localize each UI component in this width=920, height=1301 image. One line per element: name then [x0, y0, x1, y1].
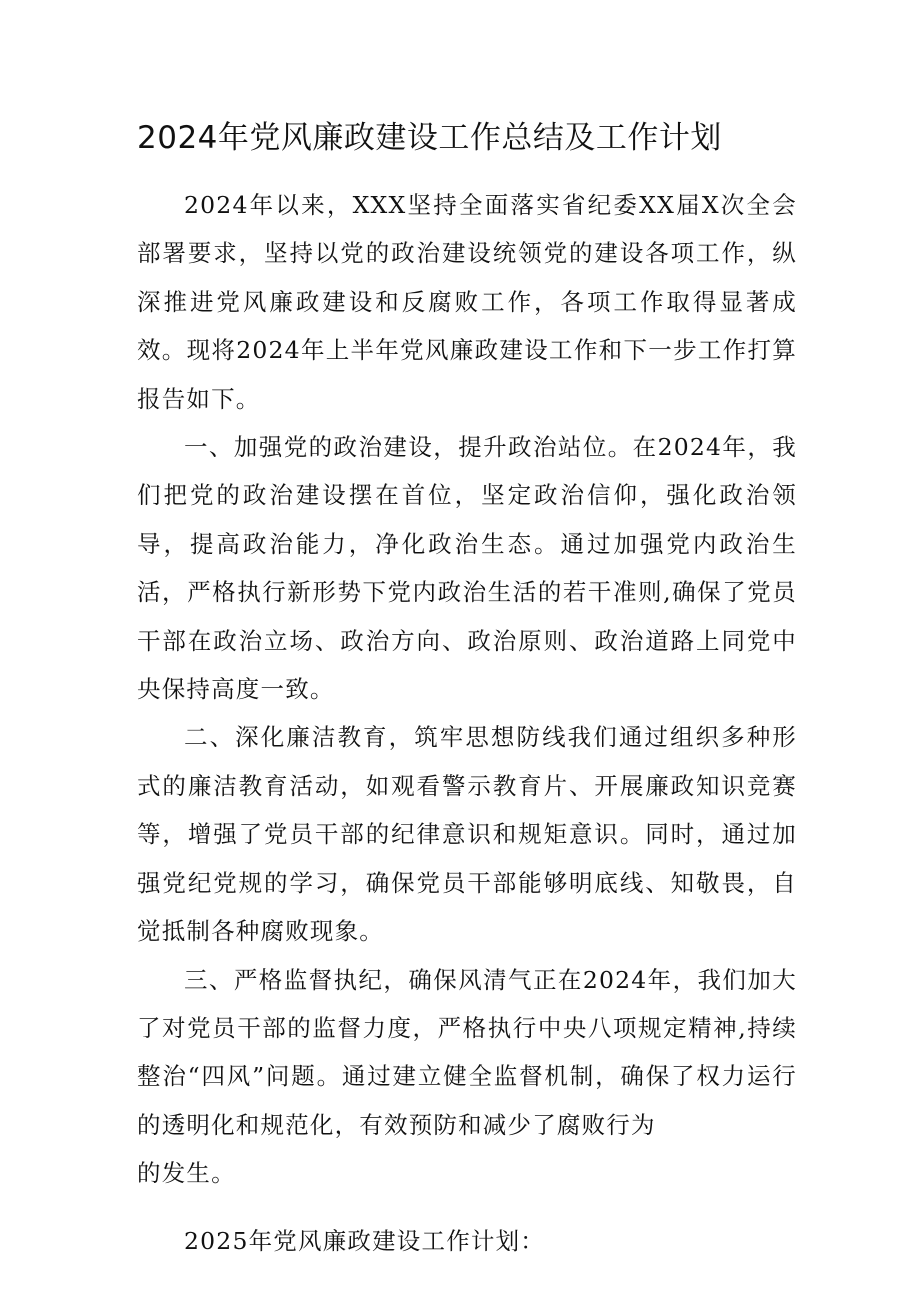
paragraph-plan-heading: 2025年党风廉政建设工作计划：	[184, 1226, 546, 1255]
paragraph-gap	[137, 1198, 797, 1217]
paragraph-section-3-continuation: 的发生。	[137, 1159, 236, 1188]
paragraph-intro: 2024年以来，XXX坚持全面落实省纪委XX届X次全会部署要求，坚持以党的政治建设统领党的建设各项工作，纵深推进党风廉政建设和反腐败工作，各项工作取得显著成效。现将2024年上半年党风廉政建设工作和下一步工作打算报告如下。	[137, 191, 797, 413]
paragraph-section-2: 二、深化廉洁教育，筑牢思想防线我们通过组织多种形式的廉洁教育活动，如观看警示教育片、开展廉政知识竞赛等，增强了党员干部的纪律意识和规矩意识。同时，通过加强党纪党规的学习，确保党员干部能够明底线、知敬畏，自觉抵制各种腐败现象。	[137, 723, 797, 946]
document-title: 2024年党风廉政建设工作总结及工作计划	[137, 120, 722, 156]
paragraph-section-1: 一、加强党的政治建设，提升政治站位。在2024年，我们把党的政治建设摆在首位，坚定政治信仰，强化政治领导，提高政治能力，净化政治生态。通过加强党内政治生活，严格执行新形势下党内政治生活的若干准则,确保了党员干部在政治立场、政治方向、政治原则、政治道路上同党中央保持高度一致。	[137, 433, 797, 704]
paragraph-section-3: 三、严格监督执纪，确保风清气正在2024年，我们加大了对党员干部的监督力度，严格执行中央八项规定精神,持续整治“四风”问题。通过建立健全监督机制，确保了权力运行的透明化和规范化，有效预防和减少了腐败行为	[137, 965, 797, 1139]
document-body	[137, 181, 797, 1265]
